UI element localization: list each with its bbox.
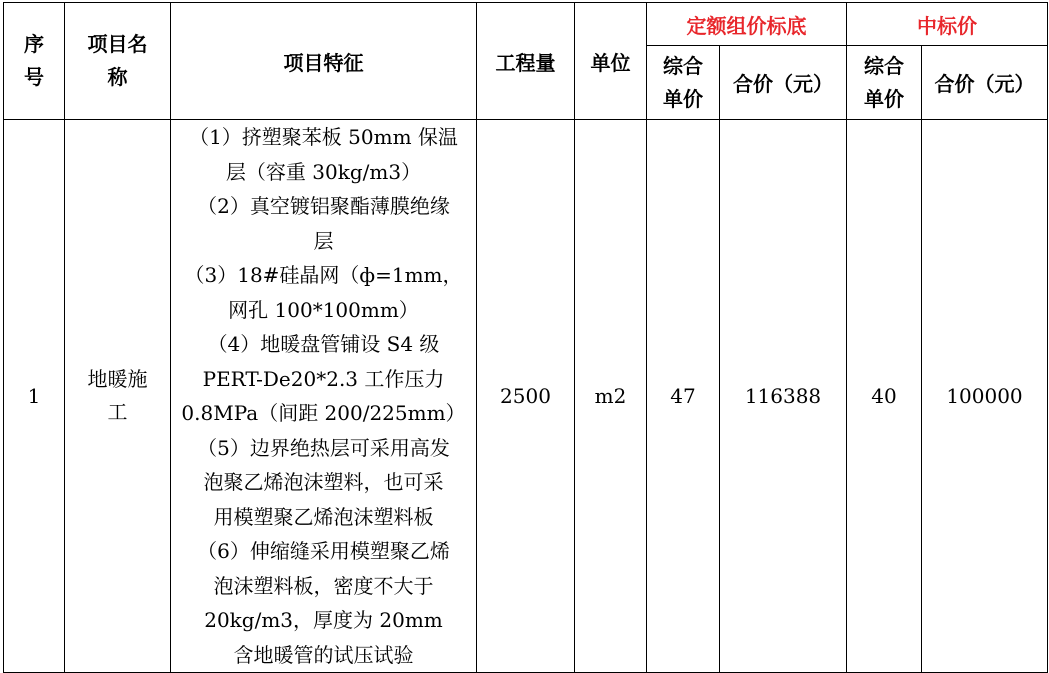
feature-line: 泡聚乙烯泡沫塑料，也可采 <box>203 470 444 494</box>
header-name-line-2: 称 <box>107 65 128 89</box>
header-win-unit-price-line-1: 综合 <box>864 53 904 78</box>
header-winning-group: 中标价 <box>847 3 1048 46</box>
feature-line: （6）伸缩缝采用模塑聚乙烯 <box>197 539 450 563</box>
header-unit: 单位 <box>575 3 647 120</box>
feature-line: 20kg/m3，厚度为 20mm <box>204 608 443 632</box>
cell-name <box>65 120 171 673</box>
cell-name-line-2: 工 <box>107 400 128 424</box>
feature-line: PERT-De20*2.3 工作压力 <box>202 366 445 391</box>
cell-feature <box>171 120 477 673</box>
header-seq <box>4 3 65 120</box>
header-quota-unit-price-line-2: 单价 <box>663 86 703 111</box>
header-name <box>65 3 171 120</box>
feature-line: 层 <box>313 228 334 253</box>
feature-line: 泡沫塑料板，密度不大于 <box>213 573 434 598</box>
cell-win-total: 100000 <box>922 120 1048 673</box>
header-name-line-1: 项目名 <box>87 32 148 56</box>
feature-line: （1）挤塑聚苯板 50mm 保温 <box>189 125 458 149</box>
header-seq-line-2: 号 <box>24 65 44 89</box>
header-seq-line-1: 序 <box>24 32 44 56</box>
header-quantity: 工程量 <box>477 3 575 120</box>
cell-quota-total: 116388 <box>720 120 847 673</box>
header-quota-group: 定额组价标底 <box>647 3 847 46</box>
cell-unit: m2 <box>575 120 647 673</box>
feature-line: （2）真空镀铝聚酯薄膜绝缘 <box>197 194 450 218</box>
header-win-total: 合价（元） <box>922 46 1048 120</box>
feature-line: 层（容重 30kg/m3） <box>225 159 422 184</box>
feature-line: （3）18#硅晶网（ф=1mm， <box>184 263 463 287</box>
header-quota-unit-price-line-1: 综合 <box>663 53 703 78</box>
header-win-unit-price <box>847 46 922 120</box>
table-row <box>4 120 1048 673</box>
header-win-unit-price-line-2: 单价 <box>864 86 904 111</box>
cell-quantity: 2500 <box>477 120 575 673</box>
feature-line: 含地暖管的试压试验 <box>233 642 414 667</box>
feature-line: （4）地暖盘管铺设 S4 级 <box>207 332 440 356</box>
feature-line: 网孔 100*100mm） <box>228 297 419 322</box>
bid-price-table <box>3 2 1048 673</box>
header-quota-unit-price <box>647 46 720 120</box>
cell-name-line-1: 地暖施 <box>87 367 148 391</box>
header-row-top <box>4 3 1048 46</box>
header-feature: 项目特征 <box>171 3 477 120</box>
feature-line: 0.8MPa（间距 200/225mm） <box>181 401 466 425</box>
feature-line: 用模塑聚乙烯泡沫塑料板 <box>213 504 434 529</box>
header-quota-total: 合价（元） <box>720 46 847 120</box>
cell-quota-unit-price: 47 <box>647 120 720 673</box>
cell-win-unit-price: 40 <box>847 120 922 673</box>
feature-line: （5）边界绝热层可采用高发 <box>197 435 450 460</box>
cell-seq: 1 <box>4 120 65 673</box>
